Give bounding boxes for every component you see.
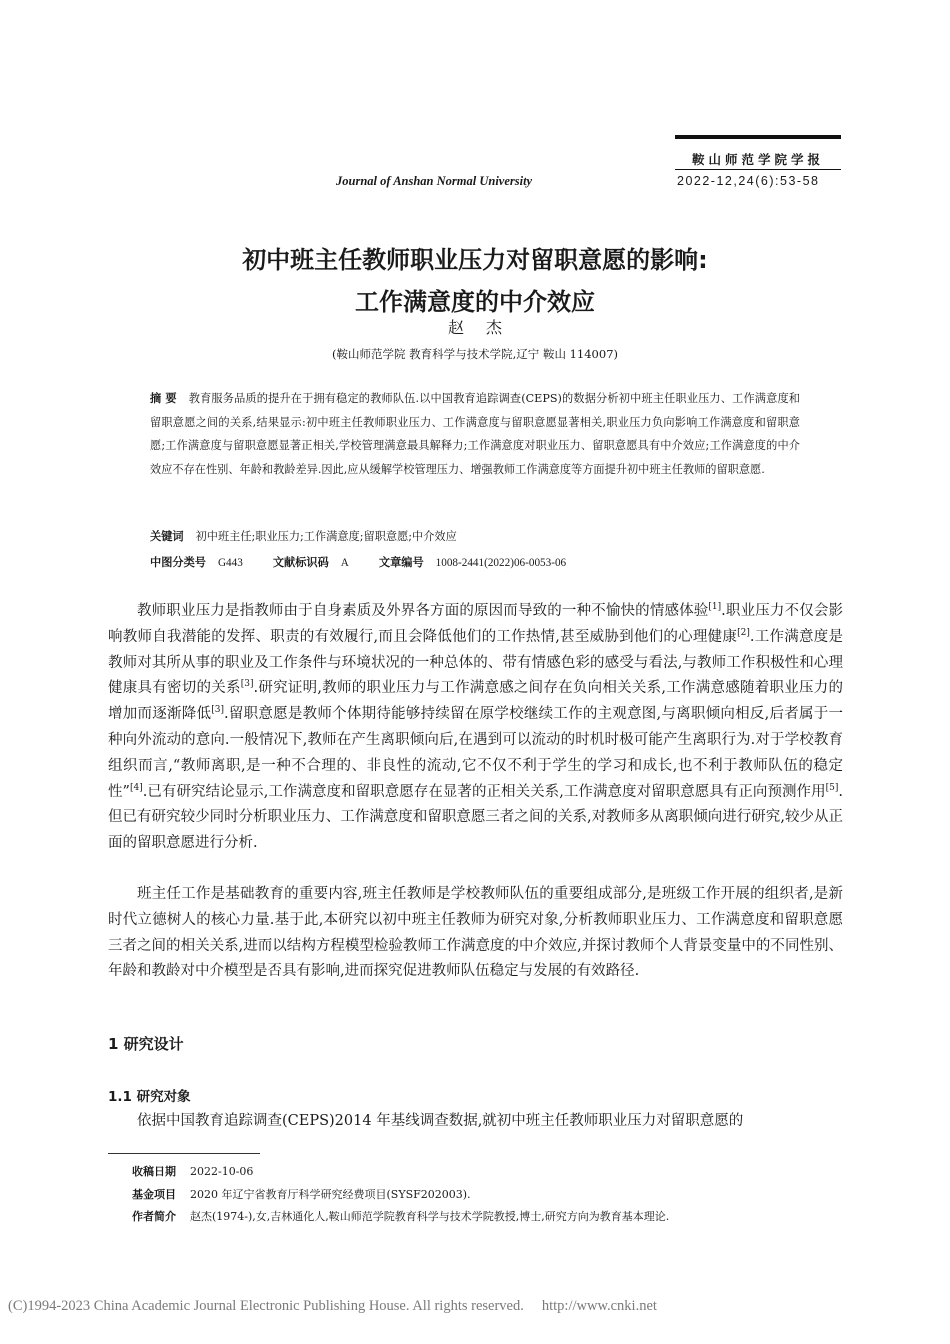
footnote-received bbox=[132, 1163, 253, 1179]
issue-info: 2022-12,24(6):53-58 bbox=[677, 174, 820, 188]
clc-value: G443 bbox=[217, 557, 243, 569]
author-name: 赵杰 bbox=[447, 318, 524, 337]
p1-text-e: .留职意愿是教师个体期待能够持续留在原学校继续工作的主观意图,与离职倾向相反,后者属于一种向外流动的意向.一般情况下,教师在产生离职倾向后,在遇到可以流动的时机时极可能产生离职行为.对于学校教育组织而言,“教师离职,是一种不合理的、非良性的流动,它不仅不利于学生的学习和成长,也不利于教师队伍的稳定性” bbox=[108, 706, 844, 800]
journal-name-chinese: 鞍山师范学院学报 bbox=[691, 152, 824, 167]
footer-watermark bbox=[8, 1298, 657, 1315]
footnote-rule bbox=[108, 1153, 260, 1154]
citation-5: [5] bbox=[825, 782, 839, 793]
body-paragraph-3: 依据中国教育追踪调查(CEPS)2014 年基线调查数据,就初中班主任教师职业压力对留职意愿的 bbox=[137, 1113, 744, 1129]
citation-3b: [3] bbox=[211, 705, 224, 716]
keywords bbox=[150, 528, 457, 544]
doc-code-value: A bbox=[340, 557, 349, 569]
journal-name-english: Journal of Anshan Normal University bbox=[336, 174, 533, 188]
p1-text-f: .已有研究结论显示,工作满意度和留职意愿存在显著的正相关关系,工作满意度对留职意愿具有正向预测作用 bbox=[142, 783, 826, 800]
section-heading-1-1: 1.1 研究对象 bbox=[108, 1089, 191, 1105]
footnote-author bbox=[132, 1208, 669, 1224]
p1-text-d: .研究证明,教师的职业压力与工作满意感之间存在负向相关关系,工作满意感随着职业压力的增加而逐渐降低 bbox=[108, 680, 844, 723]
body-paragraph-1 bbox=[108, 599, 843, 857]
p1-text-c: .工作满意度是教师对其所从事的职业及工作条件与环境状况的一种总体的、带有情感色彩的感受与看法,与教师工作积极性和心理健康具有密切的关系 bbox=[108, 628, 844, 697]
p1-text-g: .但已有研究较少同时分析职业压力、工作满意度和留职意愿三者之间的关系,对教师多从离职倾向进行研究,较少从正面的留职意愿进行分析. bbox=[108, 783, 843, 852]
citation-2: [2] bbox=[737, 627, 750, 638]
author-info-text: 赵杰(1974-),女,吉林通化人,鞍山师范学院教育科学与技术学院教授,博士,研究方向为教育基本理论. bbox=[190, 1210, 670, 1223]
fund-text: 2020 年辽宁省教育厅科学研究经费项目(SYSF202003). bbox=[190, 1188, 471, 1201]
paper-title-line2: 工作满意度的中介效应 bbox=[355, 288, 595, 316]
classification-line bbox=[150, 554, 566, 570]
abstract-text: 教育服务品质的提升在于拥有稳定的教师队伍.以中国教育追踪调查(CEPS)的数据分析初中班主任职业压力、工作满意度和留职意愿之间的关系,结果显示:初中班主任教师职业压力、工作满意度与留职意愿显著相关,职业压力负向影响工作满意度和留职意愿;工作满意度与留职意愿显著正相关,学校管理满意最具解释力;工作满意度对职业压力、留职意愿具有中介效应;工作满意度的中介效应不存在性别、年龄和教龄差异.因此,应从缓解学校管理压力、增强教师工作满意度等方面提升初中班主任教师的留职意愿. bbox=[150, 392, 800, 476]
fund-label: 基金项目 bbox=[132, 1188, 176, 1201]
citation-1: [1] bbox=[708, 602, 722, 613]
header-thin-rule bbox=[675, 169, 841, 170]
abstract-label: 摘 要 bbox=[150, 392, 177, 405]
section-heading-1: 1 研究设计 bbox=[108, 1035, 184, 1053]
p1-text-b: .职业压力不仅会影响教师自我潜能的发挥、职责的有效履行,而且会降低他们的工作热情,甚至威胁到他们的心理健康 bbox=[108, 603, 843, 645]
keywords-label: 关键词 bbox=[150, 530, 184, 543]
citation-3a: [3] bbox=[240, 679, 254, 690]
author-info-label: 作者简介 bbox=[132, 1210, 176, 1223]
citation-4: [4] bbox=[129, 782, 143, 793]
paper-title-line1: 初中班主任教师职业压力对留职意愿的影响: bbox=[242, 246, 708, 274]
received-label: 收稿日期 bbox=[132, 1165, 176, 1178]
clc-label: 中图分类号 bbox=[150, 556, 206, 569]
keywords-text: 初中班主任;职业压力;工作满意度;留职意愿;中介效应 bbox=[195, 530, 457, 543]
footer-url[interactable]: http://www.cnki.net bbox=[541, 1298, 657, 1314]
body-paragraph-2: 班主任工作是基础教育的重要内容,班主任教师是学校教师队伍的重要组成部分,是班级工作开展的组织者,是新时代立德树人的核心力量.基于此,本研究以初中班主任教师为研究对象,分析教师职业压力、工作满意度和留职意愿三者之间的相关关系,进而以结构方程模型检验教师工作满意度的中介效应,并探讨教师个人背景变量中的不同性别、年龄和教龄对中介模型是否具有影响,进而探究促进教师队伍稳定与发展的有效路径. bbox=[108, 886, 843, 980]
article-number-value: 1008-2441(2022)06-0053-06 bbox=[435, 557, 567, 569]
doc-code-label: 文献标识码 bbox=[272, 556, 329, 569]
article-number-label: 文章编号 bbox=[378, 556, 424, 569]
footnote-fund bbox=[132, 1186, 471, 1202]
abstract bbox=[150, 387, 800, 481]
p1-text-a: 教师职业压力是指教师由于自身素质及外界各方面的原因而导致的一种不愉快的情感体验 bbox=[137, 603, 709, 619]
header-thick-rule bbox=[675, 135, 841, 139]
footer-copyright: (C)1994-2023 China Academic Journal Electronic Publishing House. All rights reserved. bbox=[8, 1298, 524, 1314]
received-date: 2022-10-06 bbox=[190, 1165, 254, 1178]
author-affiliation: (鞍山师范学院 教育科学与技术学院,辽宁 鞍山 114007) bbox=[332, 347, 618, 361]
